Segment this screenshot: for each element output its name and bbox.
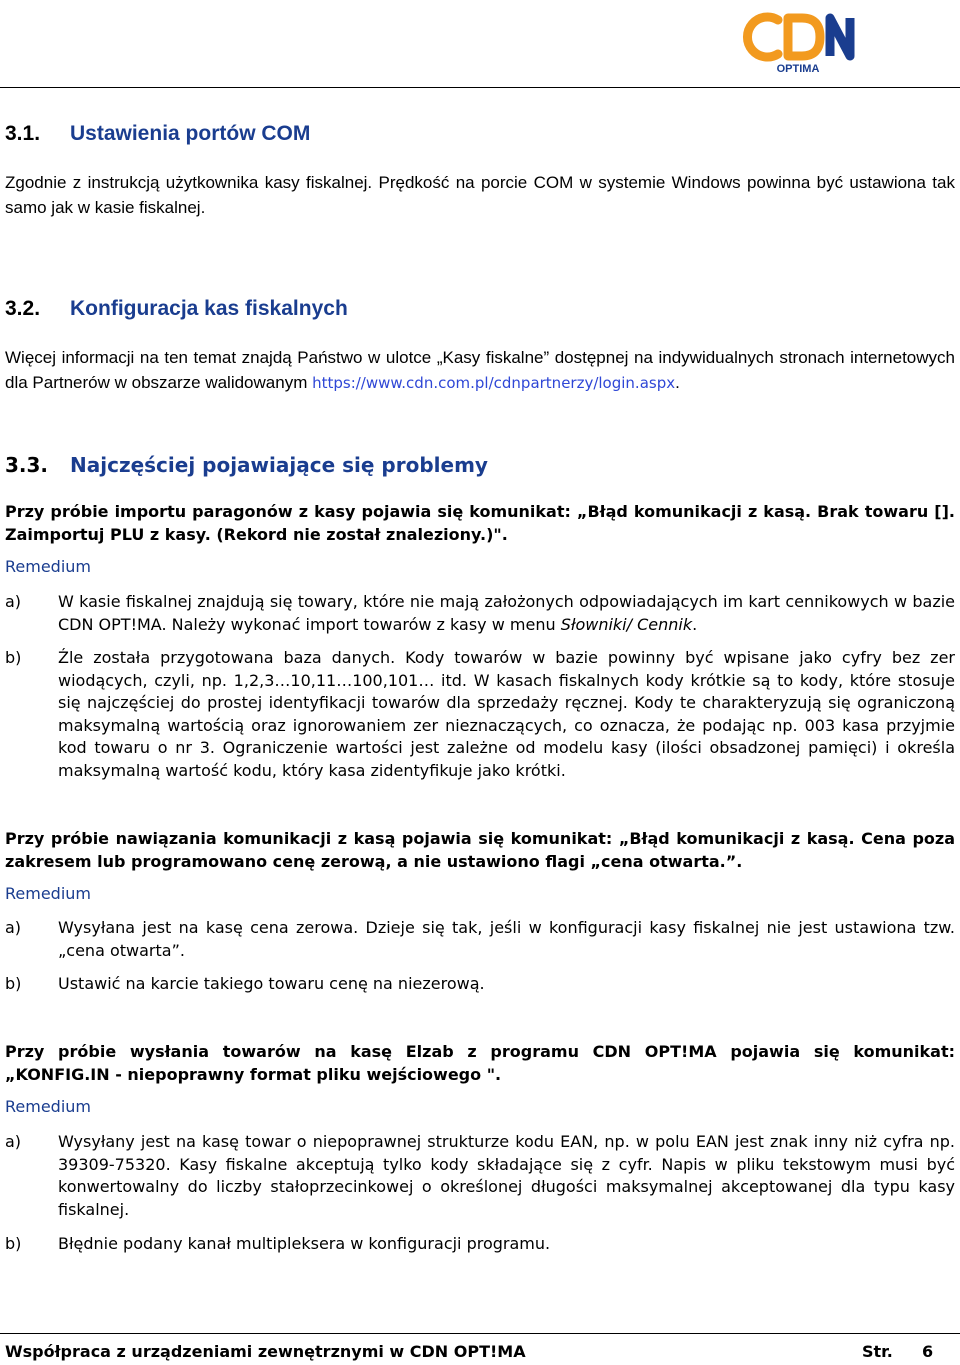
list-text: Ustawić na karcie takiego towaru cenę na niezerową. bbox=[58, 974, 485, 993]
list-text: Wysyłany jest na kasę towar o niepoprawnej strukturze kodu EAN, np. w polu EAN jest znak inny niż cyfra np. 39309-75320. Kasy fiskalne akceptują tylko kody składające się z cyfr. Napis w pliku tekstowym musi być konwertowalny do liczby stałoprzecinkowej o określonej długości maksymalnej akceptowanej dla typu kasy fiskalnej. bbox=[58, 1132, 955, 1219]
heading-3-1 bbox=[5, 122, 310, 146]
remedium-label: Remedium bbox=[5, 884, 91, 903]
footer-rule bbox=[0, 1333, 960, 1334]
list-label: a) bbox=[5, 592, 22, 611]
list-item bbox=[5, 647, 955, 782]
heading-number: 3.1. bbox=[5, 122, 41, 145]
heading-title: Najczęściej pojawiające się problemy bbox=[70, 453, 488, 477]
logo-subtitle: OPTIMA bbox=[776, 63, 820, 74]
remedium-label: Remedium bbox=[5, 557, 91, 576]
heading-3-3 bbox=[5, 453, 488, 477]
list-item bbox=[5, 591, 955, 636]
heading-3-2 bbox=[5, 297, 348, 321]
heading-title: Ustawienia portów COM bbox=[70, 122, 311, 145]
problem-3-title: Przy próbie wysłania towarów na kasę Elzab z programu CDN OPT!MA pojawia się komunikat: „KONFIG.IN - niepoprawny format pliku wejściowego ". bbox=[5, 1042, 955, 1084]
heading-number: 3.2. bbox=[5, 297, 41, 320]
paragraph-end: . bbox=[675, 373, 680, 392]
list-label: b) bbox=[5, 974, 22, 993]
paragraph-3-2 bbox=[5, 345, 955, 396]
list-item bbox=[5, 1131, 955, 1221]
cdn-optima-logo bbox=[740, 12, 860, 74]
list-item bbox=[5, 1233, 955, 1256]
footer-page-number: 6 bbox=[922, 1342, 934, 1361]
footer-page-label: Str. bbox=[862, 1342, 893, 1361]
list-label: b) bbox=[5, 1234, 22, 1253]
logo-graphic bbox=[740, 12, 860, 74]
list-label: a) bbox=[5, 1132, 22, 1151]
heading-number: 3.3. bbox=[5, 453, 49, 477]
list-text: Błędnie podany kanał multipleksera w konfiguracji programu. bbox=[58, 1234, 551, 1253]
list-label: a) bbox=[5, 918, 22, 937]
list-item bbox=[5, 973, 955, 996]
heading-title: Konfiguracja kas fiskalnych bbox=[70, 297, 348, 320]
footer-title: Współpraca z urządzeniami zewnętrznymi w CDN OPT!MA bbox=[5, 1342, 526, 1361]
header-rule bbox=[0, 87, 960, 88]
paragraph-text: Więcej informacji na ten temat znajdą Państwo w ulotce „Kasy fiskalne” dostępnej na indywidualnych stronach internetowych dla Partnerów w obszarze walidowanym bbox=[5, 348, 955, 392]
menu-path: Słowniki/ Cennik bbox=[560, 614, 693, 634]
list-text: W kasie fiskalnej znajdują się towary, które nie mają założonych odpowiadających im kart cennikowych w bazie CDN OPT!MA. Należy wykonać import towarów z kasy w menu Słowniki/ Cennik. bbox=[58, 592, 955, 634]
partner-link[interactable]: https://www.cdn.com.pl/cdnpartnerzy/login.aspx bbox=[312, 374, 676, 392]
list-item bbox=[5, 917, 955, 962]
problem-2-title: Przy próbie nawiązania komunikacji z kasą pojawia się komunikat: „Błąd komunikacji z kasą. Cena poza zakresem lub programowano cenę zerową, a nie ustawiono flagi „cena otwarta.”. bbox=[5, 829, 955, 871]
paragraph-3-1: Zgodnie z instrukcją użytkownika kasy fiskalnej. Prędkość na porcie COM w systemie Windows powinna być ustawiona tak samo jak w kasie fiskalnej. bbox=[5, 173, 955, 217]
list-label: b) bbox=[5, 648, 22, 667]
list-text: Źle została przygotowana baza danych. Kody towarów w bazie powinny być wpisane jako cyfry bez zer wiodących, czyli, np. 1,2,3…10,11…100,101… itd. W kasach fiskalnych kody krótkie są to kody, które stosuje się najczęściej do prostej identyfikacji towarów dla sprzedaży ręcznej. Kody te charakteryzują się ograniczoną maksymalną wartością oraz ignorowaniem zer nieznaczących, co oznacza, że podając np. 003 kasa przyjmie kod towaru o nr 3. Ograniczenie wartości jest zależne od modelu kasy (ilości obsadzonej pamięci) i określa maksymalną wartość kodu, który kasa zidentyfikuje jako krótki. bbox=[58, 648, 955, 780]
list-text: Wysyłana jest na kasę cena zerowa. Dzieje się tak, jeśli w konfiguracji kasy fiskalnej nie jest ustawiona tzw. „cena otwarta”. bbox=[58, 918, 955, 960]
remedium-label: Remedium bbox=[5, 1097, 91, 1116]
problem-1-title: Przy próbie importu paragonów z kasy pojawia się komunikat: „Błąd komunikacji z kasą. Brak towaru []. Zaimportuj PLU z kasy. (Rekord nie został znaleziony.)". bbox=[5, 502, 955, 544]
